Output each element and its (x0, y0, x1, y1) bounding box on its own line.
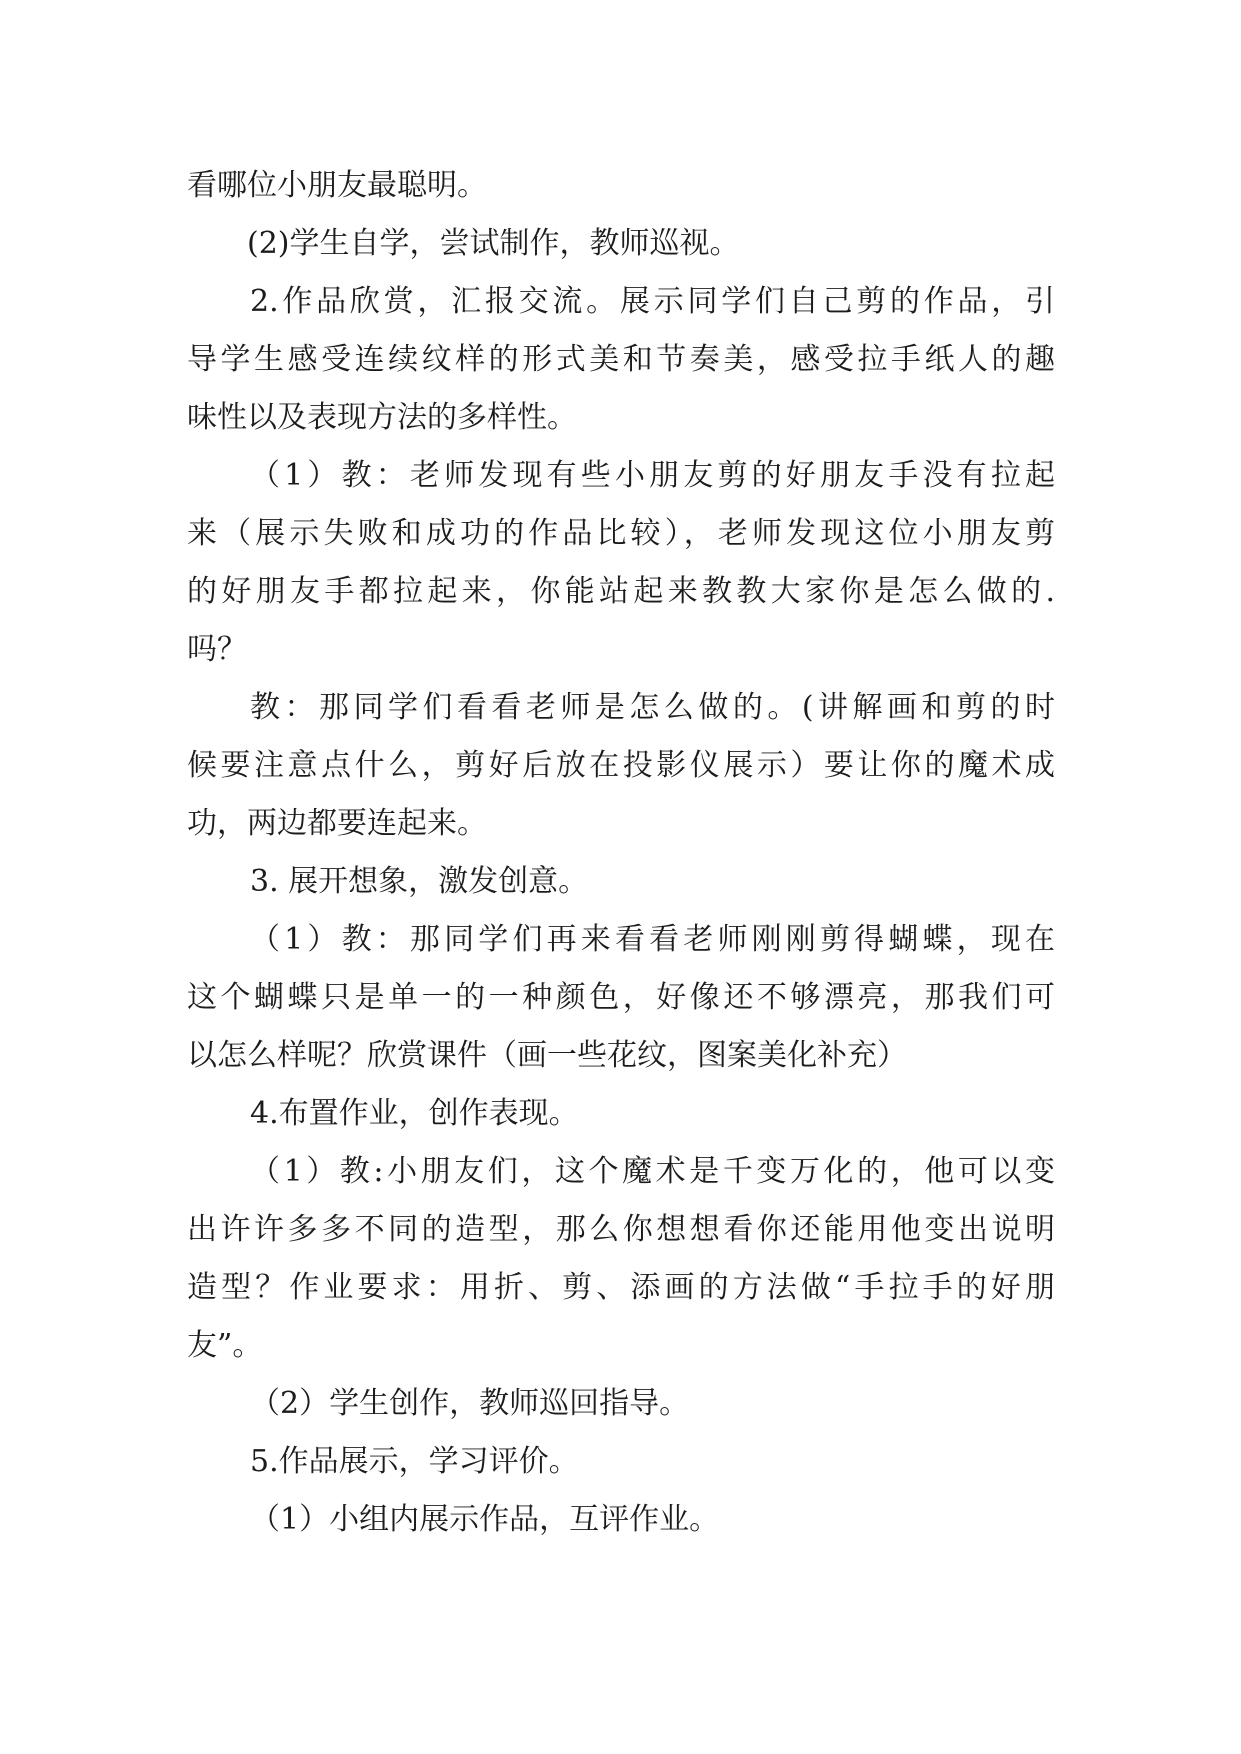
text-line-8: 的好朋友手都拉起来，你能站起来教教大家你是怎么做的. (187, 574, 1055, 609)
text-line-10: 教：那同学们看看老师是怎么做的。(讲解画和剪的时 (250, 690, 1055, 725)
text-line-2: (2)学生自学，尝试制作，教师巡视。 (247, 226, 740, 261)
text-line-1: 看哪位小朋友最聪明。 (187, 168, 487, 203)
text-line-9: 吗？ (187, 632, 247, 667)
text-line-13: 3. 展开想象，激发创意。 (250, 864, 589, 899)
text-line-18: （1）教:小朋友们，这个魔术是千变万化的，他可以变 (250, 1154, 1055, 1189)
text-line-22: （2）学生创作，教师巡回指导。 (250, 1386, 690, 1421)
text-line-21: 友”。 (187, 1328, 263, 1363)
text-line-14: （1）教：那同学们再来看看老师刚刚剪得蝴蝶，现在 (250, 922, 1055, 957)
text-line-6: （1）教：老师发现有些小朋友剪的好朋友手没有拉起 (250, 458, 1055, 493)
text-line-16: 以怎么样呢？欣赏课件（画一些花纹，图案美化补充） (187, 1038, 907, 1073)
text-line-11: 候要注意点什么，剪好后放在投影仪展示）要让你的魔术成 (187, 748, 1055, 783)
text-line-19: 出许许多多不同的造型，那么你想想看你还能用他变出说明 (187, 1212, 1055, 1247)
text-line-20: 造型？作业要求：用折、剪、添画的方法做“手拉手的好朋 (187, 1270, 1055, 1305)
text-line-5: 味性以及表现方法的多样性。 (187, 400, 577, 435)
text-line-23: 5.作品展示，学习评价。 (250, 1444, 579, 1479)
text-line-17: 4.布置作业，创作表现。 (250, 1096, 579, 1131)
text-line-4: 导学生感受连续纹样的形式美和节奏美，感受拉手纸人的趣 (187, 342, 1055, 377)
text-line-15: 这个蝴蝶只是单一的一种颜色，好像还不够漂亮，那我们可 (187, 980, 1055, 1015)
text-line-12: 功，两边都要连起来。 (187, 806, 487, 841)
text-line-24: （1）小组内展示作品，互评作业。 (250, 1502, 720, 1537)
text-line-7: 来（展示失败和成功的作品比较），老师发现这位小朋友剪 (187, 516, 1055, 551)
text-line-3: 2.作品欣赏，汇报交流。展示同学们自己剪的作品，引 (250, 284, 1055, 319)
